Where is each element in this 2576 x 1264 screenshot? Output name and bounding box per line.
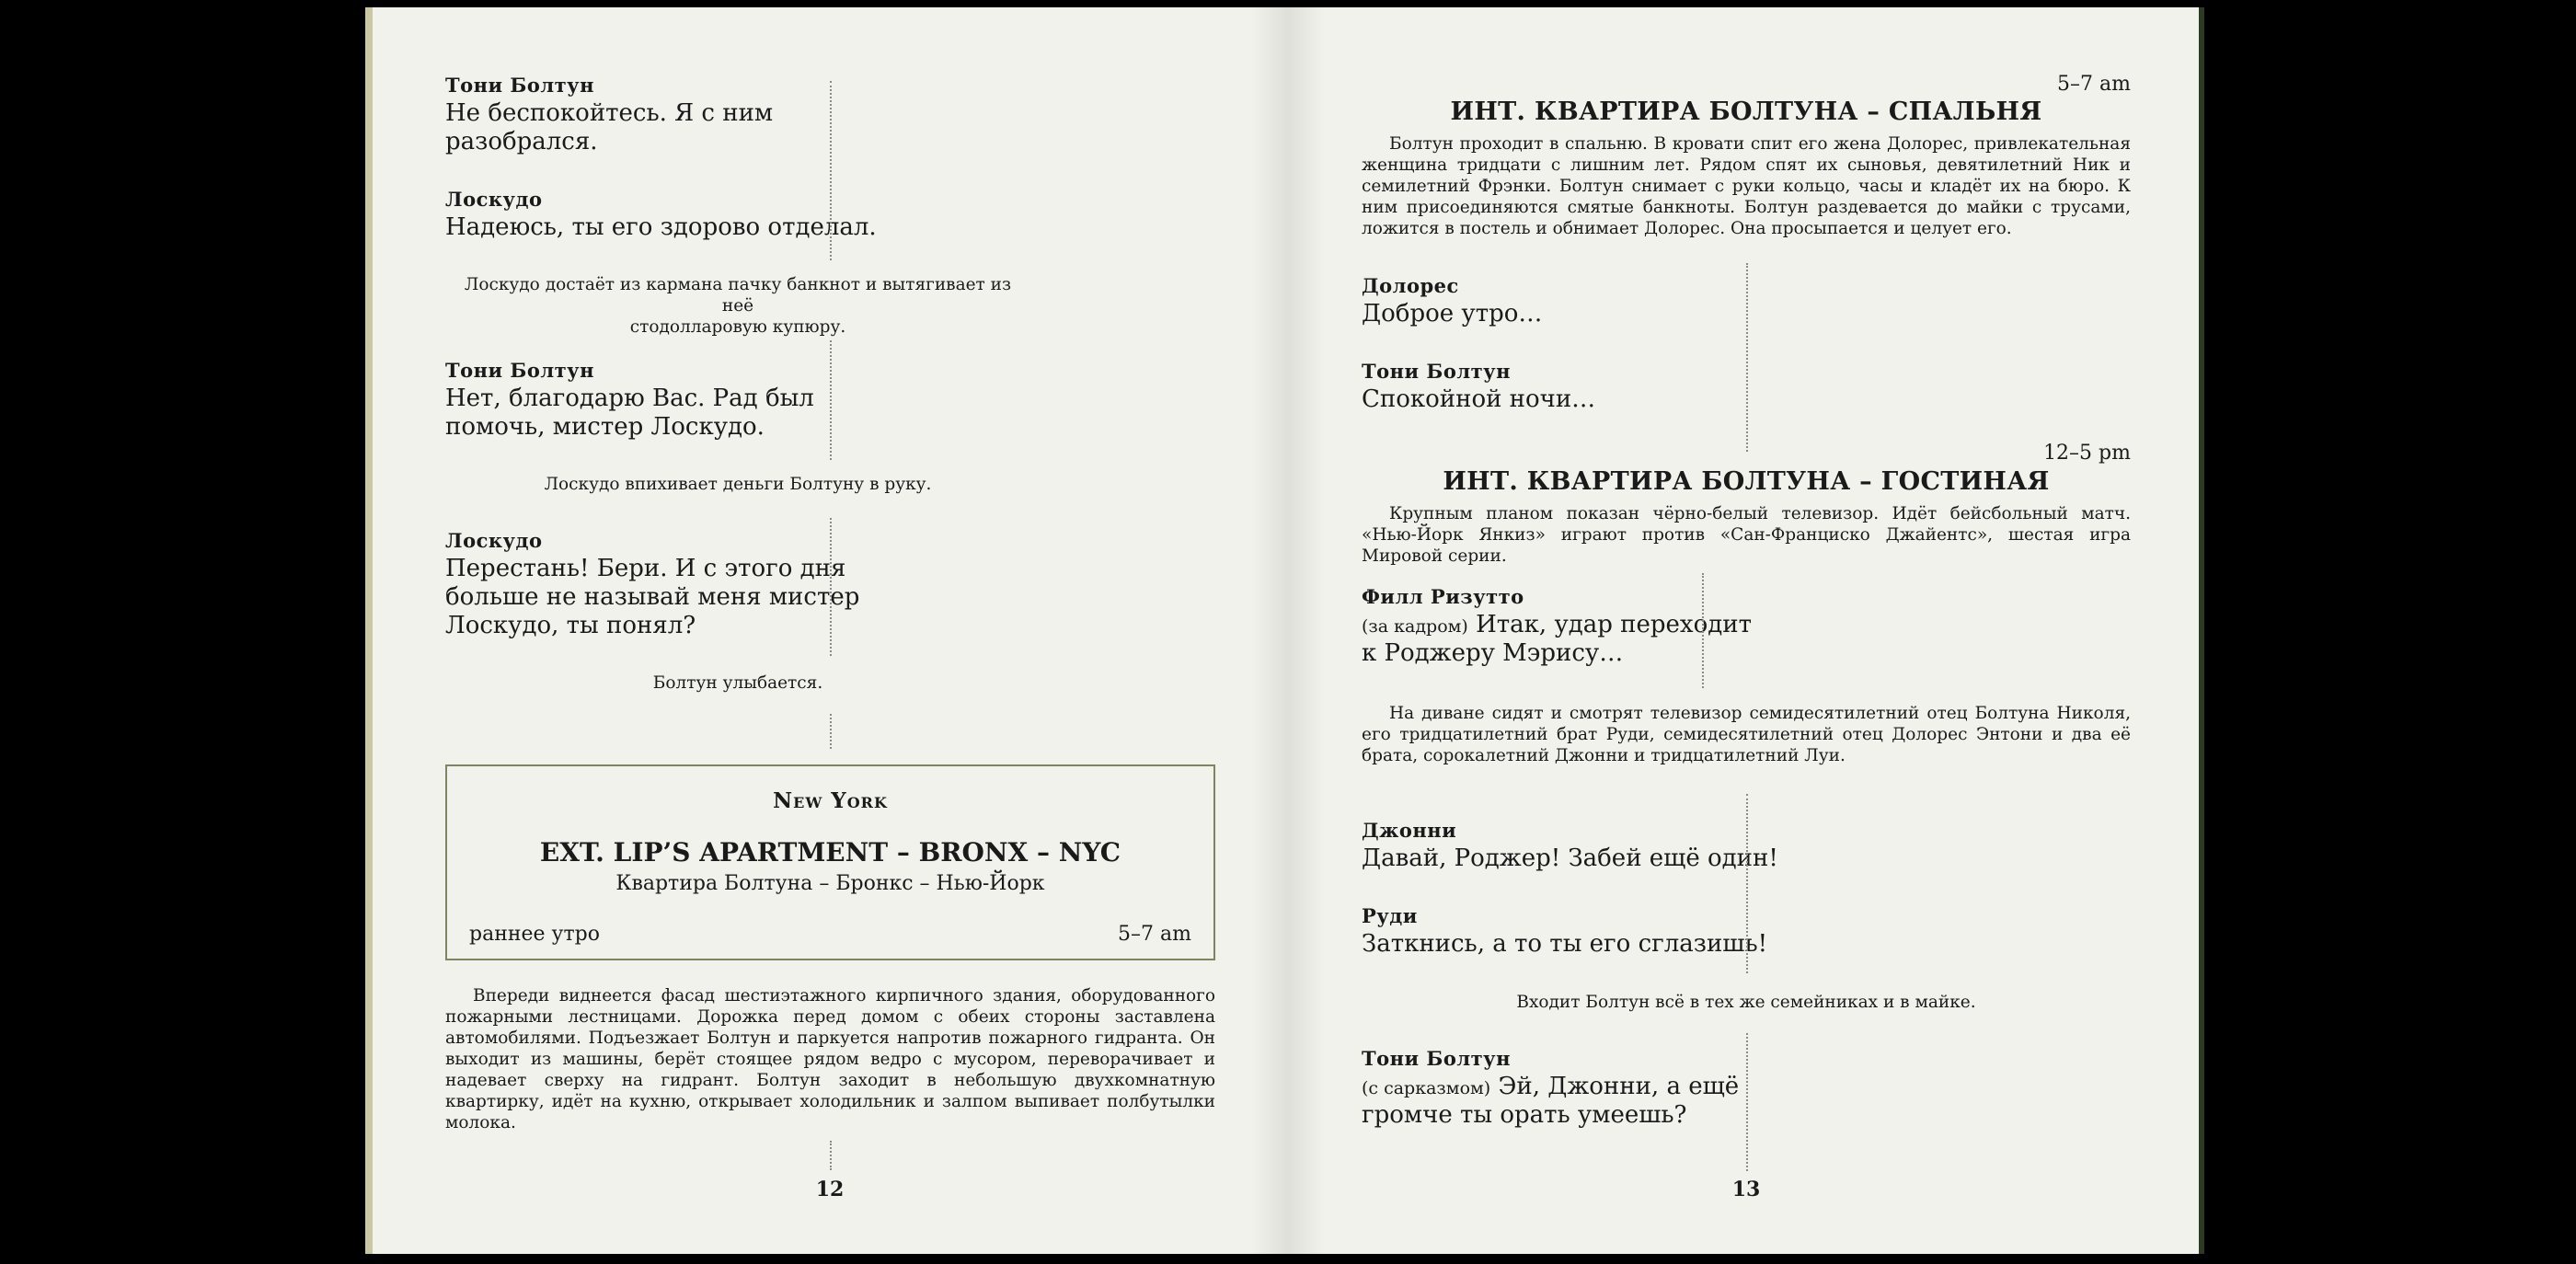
dotted-divider bbox=[830, 81, 832, 260]
dotted-divider bbox=[1746, 794, 1748, 973]
dotted-divider bbox=[1746, 1033, 1748, 1171]
action-text: Входит Болтун всё в тех же семейниках и в майке. bbox=[1516, 993, 1976, 1012]
dotted-divider bbox=[1702, 573, 1704, 688]
dialogue-line: Надеюсь, ты его здорово отделал. bbox=[445, 213, 877, 241]
scene-paragraph: Впереди виднеется фасад шестиэтажного кирпичного здания, оборудованного пожарными лестницами. Дорожка перед домом с обеих стороны заставлена автомобилями. Подъезжает Болтун и паркуется напротив пожарного гидранта. Он выходит из машины, берёт стоящее рядом ведро с мусором, переворачивает и надевает сверху на гидрант. Болтун заходит в небольшую двухкомнатную квартирку, идёт на кухню, открывает холодильник и залпом выпивает полбутылки молока. bbox=[445, 986, 1215, 1132]
scene-time: 5–7 am bbox=[2057, 73, 2131, 96]
speaker-name: Тони Болтун bbox=[445, 359, 594, 382]
action-text: Болтун улыбается. bbox=[652, 673, 823, 693]
scene-paragraph: На диване сидят и смотрят телевизор семидесятилетний отец Болтуна Николя, его тридцатилетний брат Руди, семидесятилетний отец Долорес Энтони и два её брата, сорокалетний Джонни и тридцатилетний Луи. bbox=[1362, 704, 2131, 765]
dialogue-line: к Роджеру Мэрису… bbox=[1362, 639, 1624, 667]
dialogue-line: Не беспокойтесь. Я с ним bbox=[445, 99, 774, 127]
location-city: New York bbox=[773, 788, 888, 813]
scene-heading: ИНТ. КВАРТИРА БОЛТУНА – ГОСТИНАЯ bbox=[1443, 467, 2050, 496]
location-time: 5–7 am bbox=[1118, 923, 1191, 946]
dialogue-line: Нет, благодарю Вас. Рад был bbox=[445, 385, 814, 412]
dialogue-line: (за кадром) Итак, удар переходит bbox=[1362, 611, 1752, 638]
action-text: Лоскудо впихивает деньги Болтуну в руку. bbox=[544, 475, 932, 494]
page-edge bbox=[365, 7, 373, 1254]
scene-heading: ИНТ. КВАРТИРА БОЛТУНА – СПАЛЬНЯ bbox=[1450, 98, 2042, 126]
scene-time: 12–5 pm bbox=[2043, 442, 2131, 465]
location-box bbox=[445, 764, 1215, 960]
speaker-name: Лоскудо bbox=[445, 529, 543, 552]
dialogue-line: Перестань! Бери. И с этого дня bbox=[445, 555, 846, 582]
parenthetical: (с сарказмом) bbox=[1362, 1078, 1491, 1098]
right-page bbox=[1288, 7, 2199, 1254]
scene-paragraph: Болтун проходит в спальню. В кровати спит его жена Долорес, привлекательная женщина тридцати с лишним лет. Рядом спят их сыновья, девятилетний Ник и семилетний Фрэнки. Болтун снимает с руки кольцо, часы и кладёт их на бюро. К ним присоединяются смятые банкноты. Болтун раздевается до майки с трусами, ложится в постель и обнимает Долорес. Она просыпается и целует его. bbox=[1362, 134, 2131, 238]
dotted-divider bbox=[830, 714, 832, 749]
location-heading: EXT. LIP’S APARTMENT – BRONX – NYC bbox=[539, 837, 1121, 868]
page-edge bbox=[2199, 7, 2204, 1254]
speaker-name: Тони Болтун bbox=[1362, 360, 1511, 383]
dialogue-line: помочь, мистер Лоскудо. bbox=[445, 413, 765, 441]
speaker-name: Филл Ризутто bbox=[1362, 585, 1524, 608]
dotted-divider bbox=[1746, 263, 1748, 452]
scene-paragraph: Крупным планом показан чёрно-белый телевизор. Идёт бейсбольный матч. «Нью-Йорк Янкиз» играют против «Сан-Франциско Джайентс», шестая игра Мировой серии. bbox=[1362, 504, 2131, 566]
dialogue-line: (с сарказмом) Эй, Джонни, а ещё bbox=[1362, 1073, 1740, 1100]
time-of-day: раннее утро bbox=[469, 923, 601, 946]
dotted-divider bbox=[830, 1141, 832, 1170]
page-number: 12 bbox=[815, 1178, 845, 1201]
dialogue-line: Доброе утро… bbox=[1362, 300, 1543, 327]
location-subheading: Квартира Болтуна – Бронкс – Нью-Йорк bbox=[615, 872, 1045, 895]
dialogue-line: больше не называй меня мистер bbox=[445, 583, 860, 611]
dotted-divider bbox=[830, 340, 832, 460]
speaker-name: Тони Болтун bbox=[445, 74, 594, 97]
dialogue-line: громче ты орать умеешь? bbox=[1362, 1101, 1687, 1129]
action-text: Лоскудо достаёт из кармана пачку банкнот и вытягивает из неё стодолларовую купюру. bbox=[464, 275, 1012, 337]
speaker-name: Джонни bbox=[1362, 819, 1457, 842]
dialogue-line: Спокойной ночи… bbox=[1362, 385, 1596, 413]
left-page bbox=[365, 7, 1288, 1254]
page-number: 13 bbox=[1731, 1178, 1761, 1201]
dialogue-line: разобрался. bbox=[445, 128, 598, 155]
dialogue-line: Лоскудо, ты понял? bbox=[445, 612, 696, 639]
dialogue-line: Заткнись, а то ты его сглазишь! bbox=[1362, 930, 1768, 958]
speaker-name: Руди bbox=[1362, 904, 1418, 927]
speaker-name: Лоскудо bbox=[445, 188, 543, 211]
speaker-name: Долорес bbox=[1362, 274, 1459, 297]
speaker-name: Тони Болтун bbox=[1362, 1047, 1511, 1070]
dotted-divider bbox=[830, 518, 832, 656]
parenthetical: (за кадром) bbox=[1362, 616, 1468, 637]
dialogue-line: Давай, Роджер! Забей ещё один! bbox=[1362, 845, 1778, 872]
